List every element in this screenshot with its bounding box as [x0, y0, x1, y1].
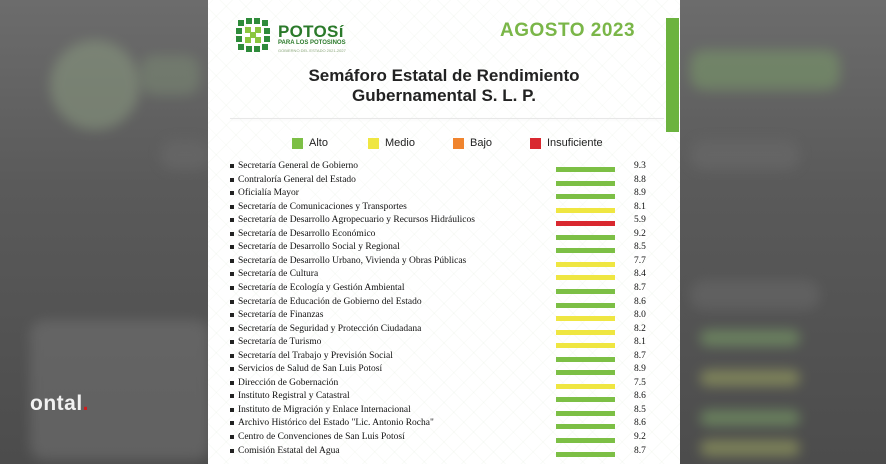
- list-item: [208, 417, 680, 430]
- status-bar: [556, 221, 615, 226]
- dependency-name: Instituto Registral y Catastral: [238, 391, 350, 402]
- dependency-name: Archivo Histórico del Estado "Lic. Antonio Rocha": [238, 418, 434, 429]
- dependency-name: Instituto de Migración y Enlace Internacional: [238, 404, 411, 415]
- blurred-bar: [700, 410, 800, 426]
- brand-tagline-small: GOBIERNO DEL ESTADO 2021-2027: [278, 48, 346, 53]
- score-value: 8.9: [634, 188, 646, 199]
- score-value: 7.5: [634, 377, 646, 388]
- bullet-icon: [230, 381, 234, 385]
- dependency-name: Secretaría de Desarrollo Social y Regional: [238, 242, 400, 253]
- list-item: [208, 187, 680, 200]
- status-bar: [556, 181, 615, 186]
- score-value: 9.2: [634, 228, 646, 239]
- list-item: [208, 282, 680, 295]
- score-value: 8.5: [634, 242, 646, 253]
- bullet-icon: [230, 218, 234, 222]
- legend-label: Bajo: [470, 137, 493, 149]
- title-line-1: Semáforo Estatal de Rendimiento: [308, 66, 580, 85]
- bullet-icon: [230, 394, 234, 398]
- blurred-shape: [140, 55, 200, 95]
- dependency-name: Comisión Estatal del Agua: [238, 445, 340, 456]
- legend-swatch: [453, 138, 464, 149]
- bullet-icon: [230, 408, 234, 412]
- bullet-icon: [230, 327, 234, 331]
- bullet-icon: [230, 354, 234, 358]
- list-item: [208, 174, 680, 187]
- score-value: 9.3: [634, 161, 646, 171]
- score-value: 8.8: [634, 174, 646, 185]
- bullet-icon: [230, 286, 234, 290]
- list-item: [208, 431, 680, 444]
- bullet-icon: [230, 272, 234, 276]
- status-bar: [556, 248, 615, 253]
- score-value: 8.2: [634, 323, 646, 334]
- brand-name: POTOSí: [278, 22, 344, 41]
- dependency-name: Servicios de Salud de San Luis Potosí: [238, 364, 383, 375]
- report-date: AGOSTO 2023: [500, 20, 636, 41]
- score-value: 8.7: [634, 350, 646, 361]
- legend-label: Medio: [385, 137, 415, 149]
- bullet-icon: [230, 191, 234, 195]
- watermark-text: ontal: [30, 392, 83, 415]
- score-value: 8.6: [634, 418, 646, 429]
- list-item: [208, 404, 680, 417]
- status-bar: [556, 384, 615, 389]
- score-value: 8.6: [634, 391, 646, 402]
- status-bar: [556, 424, 615, 429]
- legend-label: Alto: [309, 137, 328, 149]
- watermark-dot: .: [82, 392, 90, 415]
- score-value: 8.5: [634, 404, 646, 415]
- list-item: [208, 160, 680, 173]
- status-bar: [556, 303, 615, 308]
- legend-label: Insuficiente: [547, 137, 603, 149]
- list-item: [208, 336, 680, 349]
- status-bar: [556, 262, 615, 267]
- bullet-icon: [230, 300, 234, 304]
- legend-swatch: [368, 138, 379, 149]
- bullet-icon: [230, 421, 234, 425]
- dependency-name: Oficialía Mayor: [238, 188, 299, 199]
- bullet-icon: [230, 245, 234, 249]
- list-item: [208, 377, 680, 390]
- blurred-bar: [700, 440, 800, 456]
- status-bar: [556, 167, 615, 172]
- dependency-name: Secretaría de Desarrollo Urbano, Vivienda y Obras Públicas: [238, 255, 467, 266]
- legend-swatch: [292, 138, 303, 149]
- bullet-icon: [230, 435, 234, 439]
- bullet-icon: [230, 313, 234, 317]
- status-bar: [556, 370, 615, 375]
- list-item: [208, 241, 680, 254]
- page-title: [208, 66, 680, 106]
- status-bar: [556, 208, 615, 213]
- list-item: [208, 214, 680, 227]
- blurred-bar: [700, 330, 800, 346]
- bullet-icon: [230, 259, 234, 263]
- bullet-icon: [230, 232, 234, 236]
- score-value: 8.6: [634, 296, 646, 307]
- status-bar: [556, 330, 615, 335]
- list-item: [208, 201, 680, 214]
- score-value: 8.9: [634, 364, 646, 375]
- dependency-name: Secretaría del Trabajo y Previsión Social: [238, 350, 393, 361]
- status-bar: [556, 357, 615, 362]
- score-value: 8.1: [634, 337, 646, 348]
- dependency-name: Secretaría de Desarrollo Económico: [238, 228, 376, 239]
- status-bar: [556, 235, 615, 240]
- score-value: 8.7: [634, 445, 646, 456]
- legend-swatch: [530, 138, 541, 149]
- dependency-name: Contraloría General del Estado: [238, 174, 356, 185]
- dependency-name: Secretaría de Comunicaciones y Transportes: [238, 201, 407, 212]
- blurred-bar: [700, 370, 800, 386]
- score-value: 8.0: [634, 310, 646, 321]
- score-value: 8.1: [634, 201, 646, 212]
- list-item: [208, 363, 680, 376]
- bullet-icon: [230, 367, 234, 371]
- bullet-icon: [230, 178, 234, 182]
- list-item: [208, 445, 680, 458]
- status-bar: [556, 194, 615, 199]
- blurred-shape: [30, 320, 210, 460]
- bullet-icon: [230, 164, 234, 168]
- blurred-shape: [160, 140, 210, 170]
- dependency-name: Secretaría de Ecología y Gestión Ambiental: [238, 282, 405, 293]
- blurred-shape: [690, 280, 820, 310]
- document-page: [208, 0, 680, 464]
- title-line-2: Gubernamental S. L. P.: [352, 86, 536, 105]
- status-bar: [556, 289, 615, 294]
- list-item: [208, 323, 680, 336]
- blurred-shape: [690, 140, 800, 170]
- score-value: 9.2: [634, 432, 646, 442]
- status-bar: [556, 411, 615, 416]
- brand-tagline: PARA LOS POTOSINOS: [278, 40, 346, 46]
- bullet-icon: [230, 449, 234, 453]
- score-value: 8.4: [634, 269, 646, 280]
- status-bar: [556, 275, 615, 280]
- list-item: [208, 268, 680, 281]
- watermark: [30, 392, 89, 416]
- dependency-name: Centro de Convenciones de San Luis Potosí: [238, 432, 405, 442]
- dependency-name: Dirección de Gobernación: [238, 377, 339, 388]
- bullet-icon: [230, 205, 234, 209]
- status-bar: [556, 397, 615, 402]
- dependency-name: Secretaría de Turismo: [238, 337, 322, 348]
- dependency-name: Secretaría de Cultura: [238, 269, 319, 280]
- list-item: [208, 350, 680, 363]
- blurred-logo-ghost: [50, 40, 140, 130]
- score-value: 7.7: [634, 255, 646, 266]
- dependency-name: Secretaría de Educación de Gobierno del Estado: [238, 296, 422, 307]
- list-item: [208, 296, 680, 309]
- list-item: [208, 255, 680, 268]
- potosi-logo-icon: [234, 16, 272, 54]
- status-bar: [556, 343, 615, 348]
- score-value: 8.7: [634, 282, 646, 293]
- dependency-name: Secretaría de Seguridad y Protección Ciudadana: [238, 323, 422, 334]
- list-item: [208, 228, 680, 241]
- score-value: 5.9: [634, 215, 646, 226]
- status-bar: [556, 452, 615, 457]
- status-bar: [556, 316, 615, 321]
- dependency-name: Secretaría de Desarrollo Agropecuario y Recursos Hidráulicos: [238, 215, 475, 226]
- bullet-icon: [230, 340, 234, 344]
- status-bar: [556, 438, 615, 443]
- blurred-date-ghost: [690, 50, 840, 90]
- dependency-name: Secretaría General de Gobierno: [238, 161, 359, 171]
- list-item: [208, 309, 680, 322]
- divider: [230, 118, 664, 119]
- list-item: [208, 390, 680, 403]
- dependency-name: Secretaría de Finanzas: [238, 310, 324, 321]
